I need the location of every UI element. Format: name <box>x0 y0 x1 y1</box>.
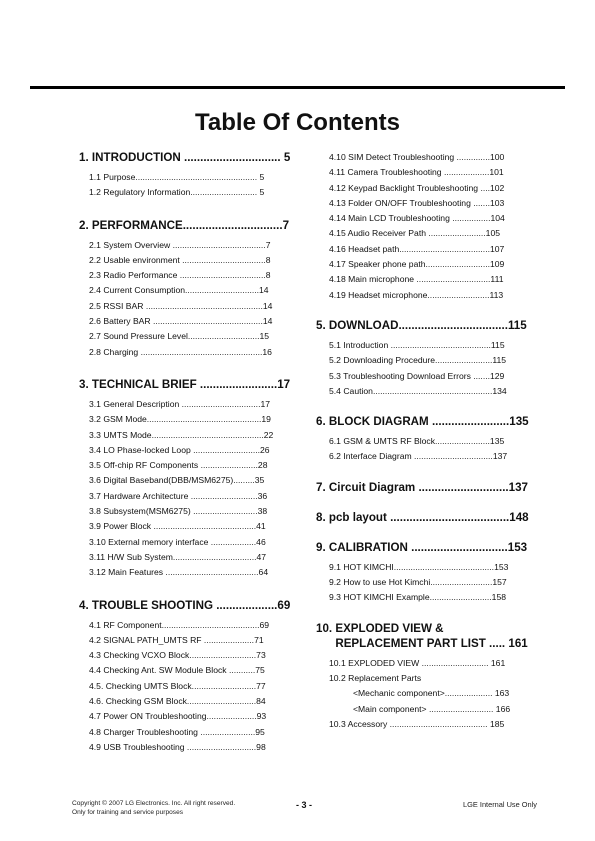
toc-section <box>79 598 297 756</box>
toc-entry[interactable]: 9.3 HOT KIMCHI Example..........................158 <box>329 592 507 603</box>
toc-entry[interactable]: 5.4 Caution..................................................134 <box>329 385 507 396</box>
toc-heading-line: REPLACEMENT PART LIST ..... 161 <box>316 636 528 650</box>
toc-entry[interactable]: 3.6 Digital Baseband(DBB/MSM6275).........35 <box>89 475 265 486</box>
toc-entry[interactable]: 9.1 HOT KIMCHI..........................................153 <box>329 561 509 572</box>
toc-entry[interactable]: 4.4 Checking Ant. SW Module Block ...........75 <box>89 665 265 676</box>
toc-section <box>316 510 534 525</box>
toc-entry[interactable]: 2.1 System Overview .......................................7 <box>89 239 271 250</box>
toc-entry[interactable]: 10.1 EXPLODED VIEW ............................ 161 <box>329 657 506 668</box>
toc-entry[interactable]: <Mechanic component>.................... 163 <box>353 688 510 699</box>
top-rule <box>30 86 565 89</box>
toc-section-heading[interactable]: 9. CALIBRATION ..............................153 <box>316 540 528 554</box>
toc-left-column <box>79 150 297 755</box>
toc-section-heading[interactable]: 2. PERFORMANCE...............................7 <box>79 218 290 232</box>
toc-entry[interactable]: 4.18 Main microphone ...............................111 <box>329 274 504 285</box>
toc-heading-line: 10. EXPLODED VIEW & <box>316 621 444 635</box>
toc-section <box>316 414 534 465</box>
toc-entry[interactable]: 3.2 GSM Mode................................................19 <box>89 414 271 425</box>
toc-section <box>316 540 534 606</box>
training-notice: Only for training and service purposes <box>72 809 184 816</box>
page-title: Table Of Contents <box>195 109 400 136</box>
toc-entry[interactable]: 1.1 Purpose................................................... 5 <box>89 172 265 182</box>
toc-entry[interactable]: 6.2 Interface Diagram .................................137 <box>329 451 508 462</box>
toc-entry[interactable]: 4.19 Headset microphone..........................113 <box>329 289 504 300</box>
toc-entry[interactable]: 4.3 Checking VCXO Block............................73 <box>89 650 266 661</box>
toc-entry[interactable]: 4.8 Charger Troubleshooting .......................95 <box>89 726 265 737</box>
footer-copyright <box>72 799 235 817</box>
toc-entry[interactable]: 4.15 Audio Receiver Path ........................105 <box>329 228 501 239</box>
toc-entry[interactable]: 3.8 Subsystem(MSM6275) ...........................38 <box>89 506 268 517</box>
toc-entry[interactable]: 4.10 SIM Detect Troubleshooting ..............100 <box>329 152 505 162</box>
toc-section <box>316 318 534 399</box>
toc-section <box>79 377 297 581</box>
copyright-text: Copyright © 2007 LG Electronics. Inc. All right reserved. <box>72 800 236 807</box>
toc-section <box>79 218 297 360</box>
toc-entry[interactable]: 3.7 Hardware Architecture ............................36 <box>89 490 268 501</box>
toc-entry[interactable]: 2.2 Usable environment ...................................8 <box>89 254 271 265</box>
toc-section-heading[interactable]: 6. BLOCK DIAGRAM ........................135 <box>316 415 529 429</box>
toc-section-heading[interactable] <box>316 621 534 651</box>
toc-entry[interactable]: 5.3 Troubleshooting Download Errors .......129 <box>329 370 505 381</box>
toc-entry[interactable]: 1.2 Regulatory Information............................ 5 <box>89 187 265 198</box>
toc-entry[interactable]: 4.11 Camera Troubleshooting ...................101 <box>329 167 504 178</box>
toc-entry[interactable]: 5.1 Introduction ..........................................115 <box>329 339 505 350</box>
toc-entry[interactable]: 4.2 SIGNAL PATH_UMTS RF .....................71 <box>89 634 264 645</box>
toc-entry[interactable]: 4.16 Headset path......................................107 <box>329 243 505 254</box>
toc-entry[interactable]: 3.3 UMTS Mode...............................................22 <box>89 429 274 440</box>
toc-entry[interactable]: 4.5. Checking UMTS Block...........................77 <box>89 680 266 691</box>
toc-entry[interactable]: 3.4 LO Phase-locked Loop ............................26 <box>89 444 270 455</box>
toc-entry[interactable]: 3.1 General Description .................................17 <box>89 398 271 409</box>
toc-entry[interactable]: 2.6 Battery BAR ..............................................14 <box>89 316 273 327</box>
internal-use-notice: LGE Internal Use Only <box>463 800 537 809</box>
toc-section-heading[interactable]: 8. pcb layout .....................................148 <box>316 510 529 524</box>
toc-section-heading[interactable]: 5. DOWNLOAD..................................115 <box>316 318 527 332</box>
page-number: - 3 - <box>296 800 313 810</box>
toc-entry[interactable]: 9.2 How to use Hot Kimchi..........................157 <box>329 577 507 588</box>
toc-entry[interactable]: 4.13 Folder ON/OFF Troubleshooting .......103 <box>329 197 505 208</box>
toc-entry[interactable]: 3.9 Power Block ...........................................41 <box>89 521 266 532</box>
toc-entry[interactable]: 4.12 Keypad Backlight Troubleshooting ....102 <box>329 182 505 193</box>
toc-entry[interactable]: 5.2 Downloading Procedure........................115 <box>329 355 507 366</box>
toc-entry[interactable]: 2.7 Sound Pressure Level..............................15 <box>89 331 270 342</box>
toc-entry[interactable]: 2.5 RSSI BAR .................................................14 <box>89 300 273 311</box>
toc-section-heading[interactable]: 4. TROUBLE SHOOTING ...................69 <box>79 598 291 612</box>
toc-entry[interactable]: 3.12 Main Features .......................................64 <box>89 567 269 578</box>
toc-entry[interactable]: 4.14 Main LCD Troubleshooting ................104 <box>329 213 505 224</box>
toc-entry[interactable]: 6.1 GSM & UMTS RF Block.......................135 <box>329 436 505 447</box>
toc-section-heading[interactable]: 3. TECHNICAL BRIEF ........................17 <box>79 377 291 391</box>
toc-entry[interactable]: 4.17 Speaker phone path...........................109 <box>329 259 505 270</box>
toc-entry[interactable]: 2.8 Charging ...................................................16 <box>89 346 272 357</box>
toc-entry[interactable]: 3.10 External memory interface ...................46 <box>89 536 266 547</box>
toc-section <box>316 480 534 495</box>
toc-right-column <box>316 150 534 732</box>
toc-entry[interactable]: 3.5 Off-chip RF Components ........................28 <box>89 460 268 471</box>
toc-section <box>79 150 297 201</box>
toc-section-heading[interactable]: 7. Circuit Diagram ............................137 <box>316 480 528 494</box>
toc-entry: 10.2 Replacement Parts <box>329 672 422 683</box>
toc-entry[interactable]: 10.3 Accessory ......................................... 185 <box>329 718 505 729</box>
toc-entry[interactable]: 2.3 Radio Performance ....................................8 <box>89 270 271 281</box>
toc-section-heading[interactable]: 1. INTRODUCTION .............................. 5 <box>79 151 291 164</box>
toc-entry[interactable]: 4.6. Checking GSM Block.............................84 <box>89 696 266 707</box>
toc-entry[interactable]: 3.11 H/W Sub System...................................47 <box>89 551 267 562</box>
toc-entry[interactable]: 4.9 USB Troubleshooting .............................98 <box>89 741 266 752</box>
toc-entry[interactable]: <Main component> ........................... 166 <box>353 703 511 714</box>
toc-entry[interactable]: 4.7 Power ON Troubleshooting.....................93 <box>89 711 267 722</box>
toc-entry[interactable]: 4.1 RF Component.........................................69 <box>89 619 270 630</box>
toc-entry[interactable]: 2.4 Current Consumption...............................14 <box>89 285 269 296</box>
toc-section <box>316 621 534 732</box>
